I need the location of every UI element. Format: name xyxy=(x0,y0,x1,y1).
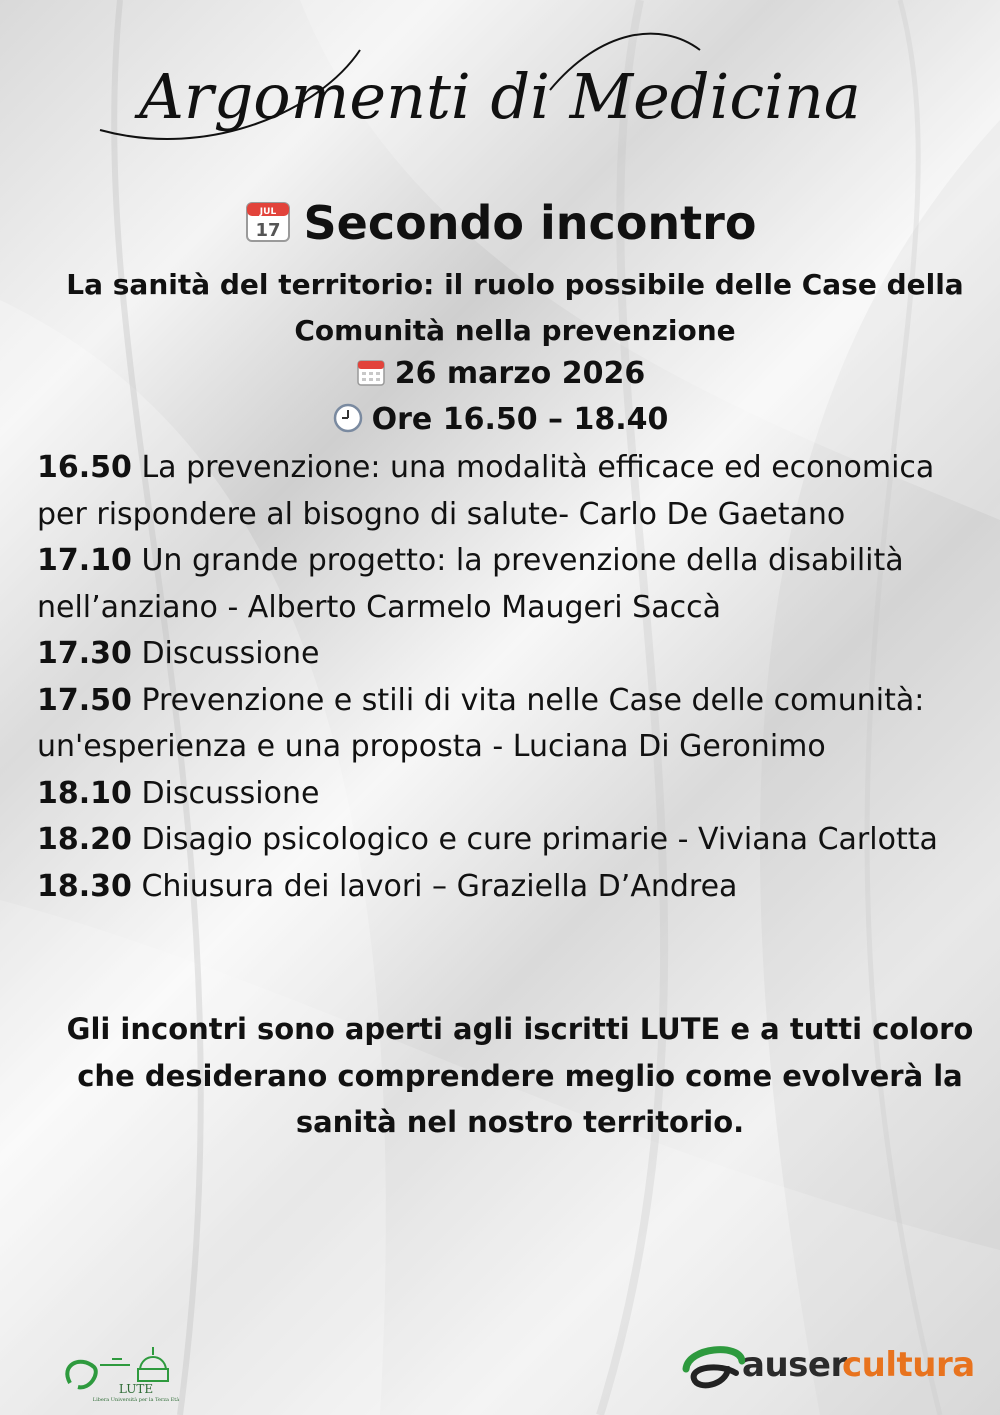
program-item-continued: nell’anziano - Alberto Carmelo Maugeri Saccà xyxy=(37,589,721,625)
program-item xyxy=(37,864,977,911)
event-subtitle xyxy=(40,262,990,354)
lute-logo-text: LUTE xyxy=(118,1382,154,1396)
program-text: Disagio psicologico e cure primarie - Viviana Carlotta xyxy=(131,822,938,857)
program-time: 16.50 xyxy=(37,450,132,485)
event-subtitle-line-2: Comunità nella prevenzione xyxy=(294,314,736,347)
program-item xyxy=(37,538,977,585)
program-text: Discussione xyxy=(131,775,320,811)
closing-note-line-3: sanità nel nostro territorio. xyxy=(295,1105,745,1139)
cultura-word: cultura xyxy=(842,1345,975,1385)
event-time-text: Ore 16.50 – 18.40 xyxy=(371,402,669,437)
auser-swirl-icon xyxy=(680,1339,750,1395)
program-time: 18.10 xyxy=(37,775,132,811)
event-time xyxy=(0,402,1000,437)
program-list xyxy=(37,445,977,910)
lute-logo-caption: Libera Università per la Terza Età xyxy=(92,1397,180,1403)
program-time: 18.30 xyxy=(37,868,132,904)
lute-logo xyxy=(60,1335,190,1403)
program-item xyxy=(37,678,977,725)
closing-note-line-2: che desiderano comprendere meglio come evolverà la xyxy=(77,1058,963,1093)
program-text: Un grande progetto: la prevenzione della disabilità xyxy=(131,543,904,578)
program-text: Prevenzione e stili di vita nelle Case delle comunità: xyxy=(131,682,925,718)
program-item xyxy=(37,771,977,818)
auser-cultura-logo xyxy=(676,1337,976,1397)
event-heading xyxy=(0,196,1000,250)
script-title-text: Argomenti di Medicina xyxy=(139,60,861,133)
program-item-continued: per rispondere al bisogno di salute- Carlo De Gaetano xyxy=(37,496,846,532)
program-text: La prevenzione: una modalità efficace ed economica xyxy=(131,450,935,485)
closing-note xyxy=(40,1006,1000,1146)
svg-text:JUL: JUL xyxy=(259,207,276,217)
auser-word: auser xyxy=(742,1345,847,1385)
program-item xyxy=(37,631,977,678)
svg-text:17: 17 xyxy=(255,220,281,241)
closing-note-line-1: Gli incontri sono aperti agli iscritti LUTE e a tutti coloro xyxy=(66,1012,974,1046)
event-date xyxy=(0,356,1000,391)
event-heading-text: Secondo incontro xyxy=(303,196,757,250)
program-item xyxy=(37,445,977,492)
clock-icon xyxy=(332,402,364,434)
program-item-continued: un'esperienza e una proposta - Luciana Di Geronimo xyxy=(37,729,826,764)
calendar-icon xyxy=(244,197,292,245)
program-text: Chiusura dei lavori – Graziella D’Andrea xyxy=(131,868,738,904)
event-date-text: 26 marzo 2026 xyxy=(394,356,646,391)
program-item xyxy=(37,817,977,864)
event-subtitle-line-1: La sanità del territorio: il ruolo possibile delle Case della xyxy=(66,268,964,301)
program-time: 17.30 xyxy=(37,636,132,671)
spiral-calendar-icon xyxy=(355,356,387,388)
program-time: 18.20 xyxy=(37,822,132,857)
program-text: Discussione xyxy=(131,636,320,671)
script-title xyxy=(60,10,940,180)
program-time: 17.10 xyxy=(37,543,132,578)
program-time: 17.50 xyxy=(37,682,132,718)
